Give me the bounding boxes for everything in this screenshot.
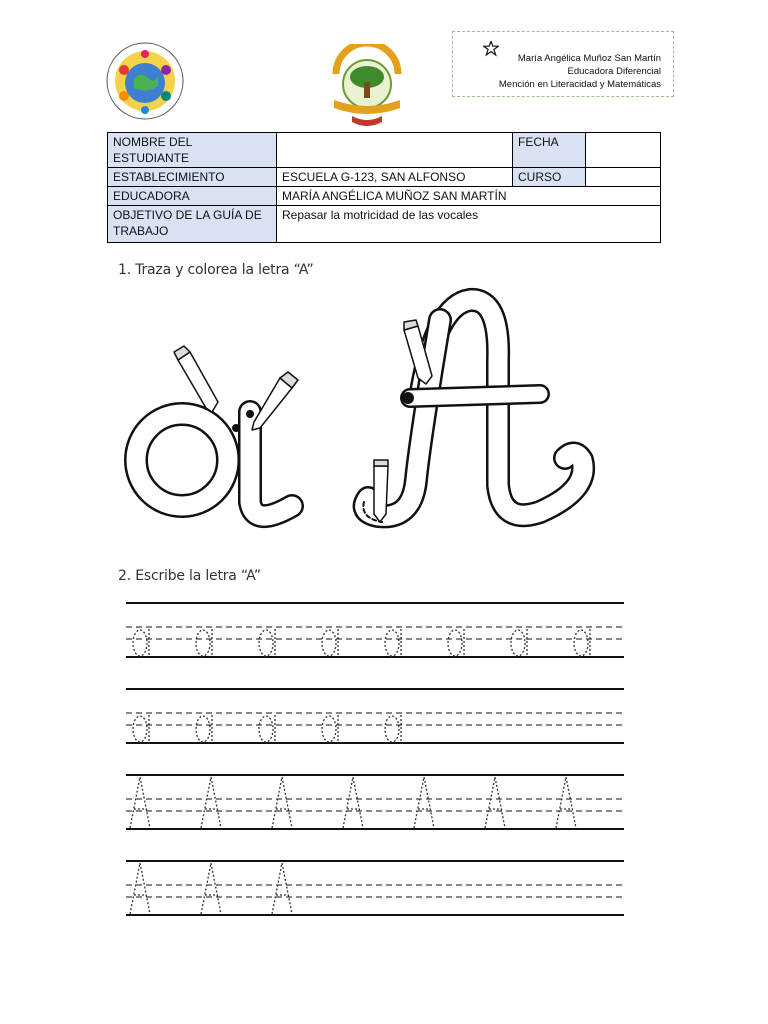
table-row	[108, 206, 661, 243]
course-label: CURSO	[513, 168, 586, 187]
letter-a-tracing-illustration	[120, 280, 640, 550]
dotted-letter-a	[574, 630, 588, 656]
practice-row[interactable]	[126, 603, 624, 657]
table-row	[108, 168, 661, 187]
dotted-letter-a	[133, 630, 147, 656]
dotted-letter-a	[196, 716, 210, 742]
objective-value: Repasar la motricidad de las vocales	[277, 206, 661, 243]
teacher-label: EDUCADORA	[108, 187, 277, 206]
student-info-table	[107, 132, 661, 243]
dotted-letter-A	[272, 863, 292, 914]
dotted-letter-A	[414, 777, 434, 828]
dotted-letter-A	[201, 777, 221, 828]
dotted-letter-A	[343, 777, 363, 828]
dotted-letter-a	[196, 630, 210, 656]
teacher-specialty: Mención en Literacidad y Matemáticas	[498, 79, 661, 90]
dotted-letter-a	[385, 716, 399, 742]
dotted-letter-a	[322, 716, 336, 742]
lowercase-a-outline	[136, 412, 292, 516]
dotted-letter-A	[130, 863, 150, 914]
handwriting-practice-lines	[120, 595, 630, 925]
practice-row[interactable]	[126, 689, 624, 743]
star-icon	[483, 41, 499, 57]
dotted-letter-a	[259, 716, 273, 742]
school-crest-logo	[104, 40, 186, 122]
dotted-letter-A	[272, 777, 292, 828]
practice-row[interactable]	[126, 861, 624, 915]
table-row	[108, 187, 661, 206]
practice-row[interactable]	[126, 775, 624, 829]
uppercase-a-outline	[363, 300, 583, 522]
objective-label: OBJETIVO DE LA GUÍA DE TRABAJO	[108, 206, 277, 243]
dotted-letter-a	[511, 630, 525, 656]
date-label: FECHA	[513, 133, 586, 168]
dotted-letter-a	[259, 630, 273, 656]
dotted-letter-a	[322, 630, 336, 656]
dotted-letter-a	[448, 630, 462, 656]
dotted-letter-a	[385, 630, 399, 656]
section2-title: 2. Escribe la letra “A”	[118, 568, 261, 584]
teacher-role: Educadora Diferencial	[567, 66, 661, 77]
student-name-field[interactable]	[277, 133, 513, 168]
dotted-letter-A	[556, 777, 576, 828]
dotted-letter-a	[133, 716, 147, 742]
eco-school-logo	[328, 44, 406, 130]
section1-title: 1. Traza y colorea la letra “A”	[118, 262, 314, 278]
dotted-letter-A	[201, 863, 221, 914]
dotted-letter-A	[485, 777, 505, 828]
student-name-label: NOMBRE DEL ESTUDIANTE	[108, 133, 277, 168]
pencil-icon	[252, 372, 298, 430]
pencil-icon	[374, 460, 388, 522]
school-value: ESCUELA G-123, SAN ALFONSO	[277, 168, 513, 187]
dotted-letter-A	[130, 777, 150, 828]
teacher-name: María Angélica Muñoz San Martín	[517, 53, 661, 64]
table-row	[108, 133, 661, 168]
teacher-value: MARÍA ANGÉLICA MUÑOZ SAN MARTÍN	[277, 187, 661, 206]
date-field[interactable]	[586, 133, 661, 168]
school-label: ESTABLECIMIENTO	[108, 168, 277, 187]
course-field[interactable]	[586, 168, 661, 187]
teacher-info-card	[452, 31, 674, 97]
